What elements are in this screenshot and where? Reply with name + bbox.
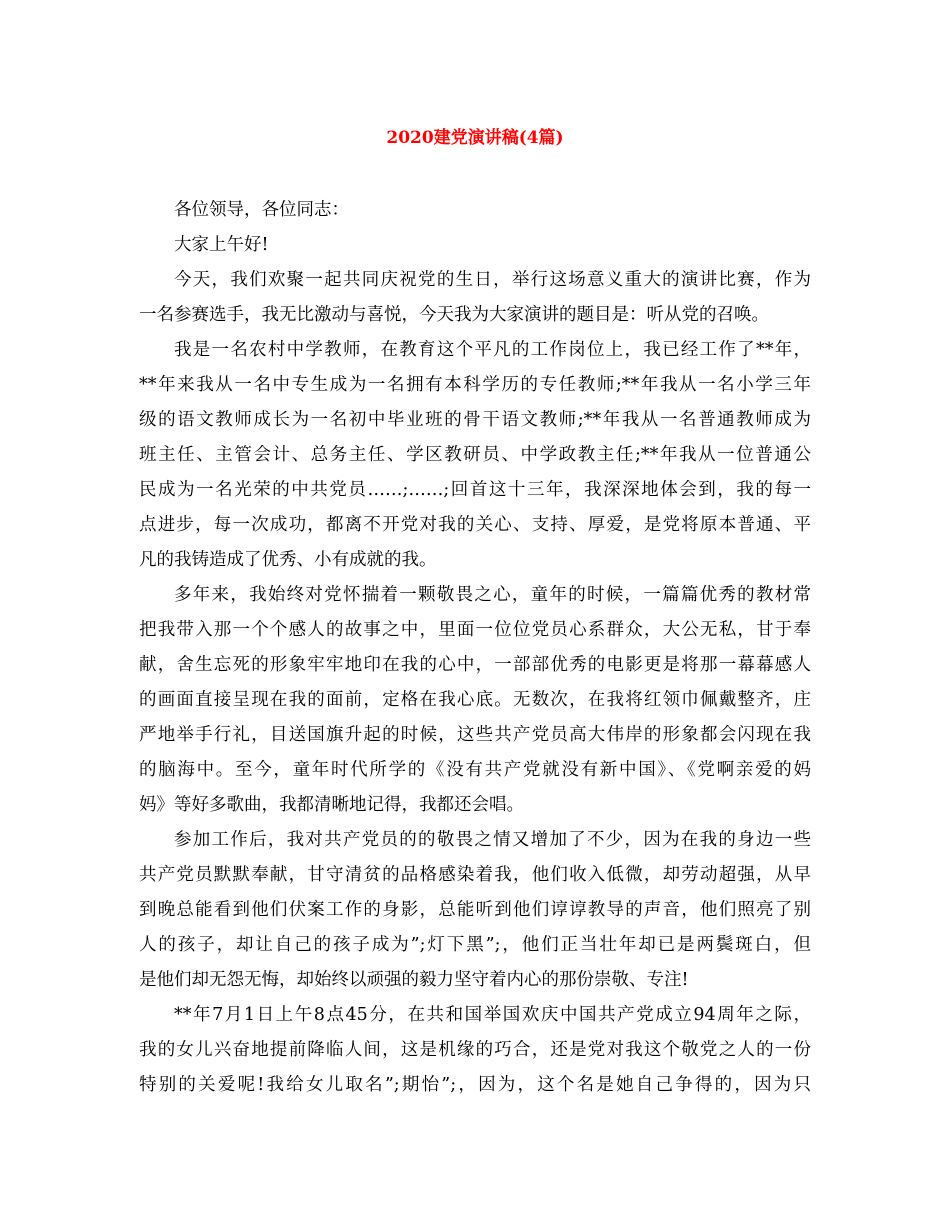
text-line: 我的女儿兴奋地提前降临人间，这是机缘的巧合，还是党对我这个敬党之人的一份 bbox=[139, 1040, 811, 1060]
text-line: 把我带入那一个个感人的故事之中，里面一位位党员心系群众，大公无私，甘于奉 bbox=[139, 620, 811, 640]
text-line: 级的语文教师成长为一名初中毕业班的骨干语文教师;**年我从一名普通教师成为 bbox=[139, 410, 811, 430]
text-line: 我是一名农村中学教师，在教育这个平凡的工作岗位上，我已经工作了**年， bbox=[174, 340, 811, 360]
text-line: **年7月1日上午8点45分，在共和国举国欢庆中国共产党成立94周年之际， bbox=[174, 1005, 811, 1025]
text-line: 的脑海中。至今，童年时代所学的《没有共产党就没有新中国》、《党啊亲爱的妈 bbox=[139, 760, 811, 780]
document-body bbox=[139, 193, 811, 1103]
text-line: 共产党员默默奉献，甘守清贫的品格感染着我，他们收入低微，却劳动超强，从早 bbox=[139, 865, 811, 885]
text-line: 人的孩子，却让自己的孩子成为”;灯下黑”;，他们正当壮年却已是两鬓斑白，但 bbox=[139, 935, 811, 955]
text-line: 各位领导，各位同志： bbox=[174, 200, 349, 220]
text-line: 严地举手行礼，目送国旗升起的时候，这些共产党员高大伟岸的形象都会闪现在我 bbox=[139, 725, 811, 745]
text-line: 大家上午好! bbox=[174, 235, 269, 255]
text-line: 凡的我铸造成了优秀、小有成就的我。 bbox=[139, 550, 437, 570]
text-line: 的画面直接呈现在我的面前，定格在我心底。无数次，在我将红领巾佩戴整齐，庄 bbox=[139, 690, 811, 710]
text-line: 献，舍生忘死的形象牢牢地印在我的心中，一部部优秀的电影更是将那一幕幕感人 bbox=[139, 655, 811, 675]
text-line: 到晚总能看到他们伏案工作的身影，总能听到他们谆谆教导的声音，他们照亮了别 bbox=[139, 900, 811, 920]
text-line: 多年来，我始终对党怀揣着一颗敬畏之心，童年的时候，一篇篇优秀的教材常 bbox=[174, 585, 811, 605]
text-line: 班主任、主管会计、总务主任、学区教研员、中学政教主任;**年我从一位普通公 bbox=[139, 445, 811, 465]
text-line: 今天，我们欢聚一起共同庆祝党的生日，举行这场意义重大的演讲比赛，作为 bbox=[174, 270, 811, 290]
text-line: 妈》等好多歌曲，我都清晰地记得，我都还会唱。 bbox=[139, 795, 524, 815]
text-line: 一名参赛选手，我无比激动与喜悦，今天我为大家演讲的题目是：听从党的召唤。 bbox=[139, 305, 769, 325]
text-line: 是他们却无怨无悔，却始终以顽强的毅力坚守着内心的那份崇敬、专注! bbox=[139, 970, 689, 990]
text-line: 民成为一名光荣的中共党员……;……;回首这十三年，我深深地体会到，我的每一 bbox=[139, 480, 811, 500]
text-line: 特别的关爱呢!我给女儿取名”;期怡”;，因为，这个名是她自己争得的，因为只 bbox=[139, 1075, 811, 1095]
text-line: **年来我从一名中专生成为一名拥有本科学历的专任教师;**年我从一名小学三年 bbox=[139, 375, 811, 395]
document-title: 2020建党演讲稿(4篇) bbox=[386, 128, 564, 148]
text-line: 参加工作后，我对共产党员的的敬畏之情又增加了不少，因为在我的身边一些 bbox=[174, 830, 811, 850]
text-line: 点进步，每一次成功，都离不开党对我的关心、支持、厚爱，是党将原本普通、平 bbox=[139, 515, 811, 535]
